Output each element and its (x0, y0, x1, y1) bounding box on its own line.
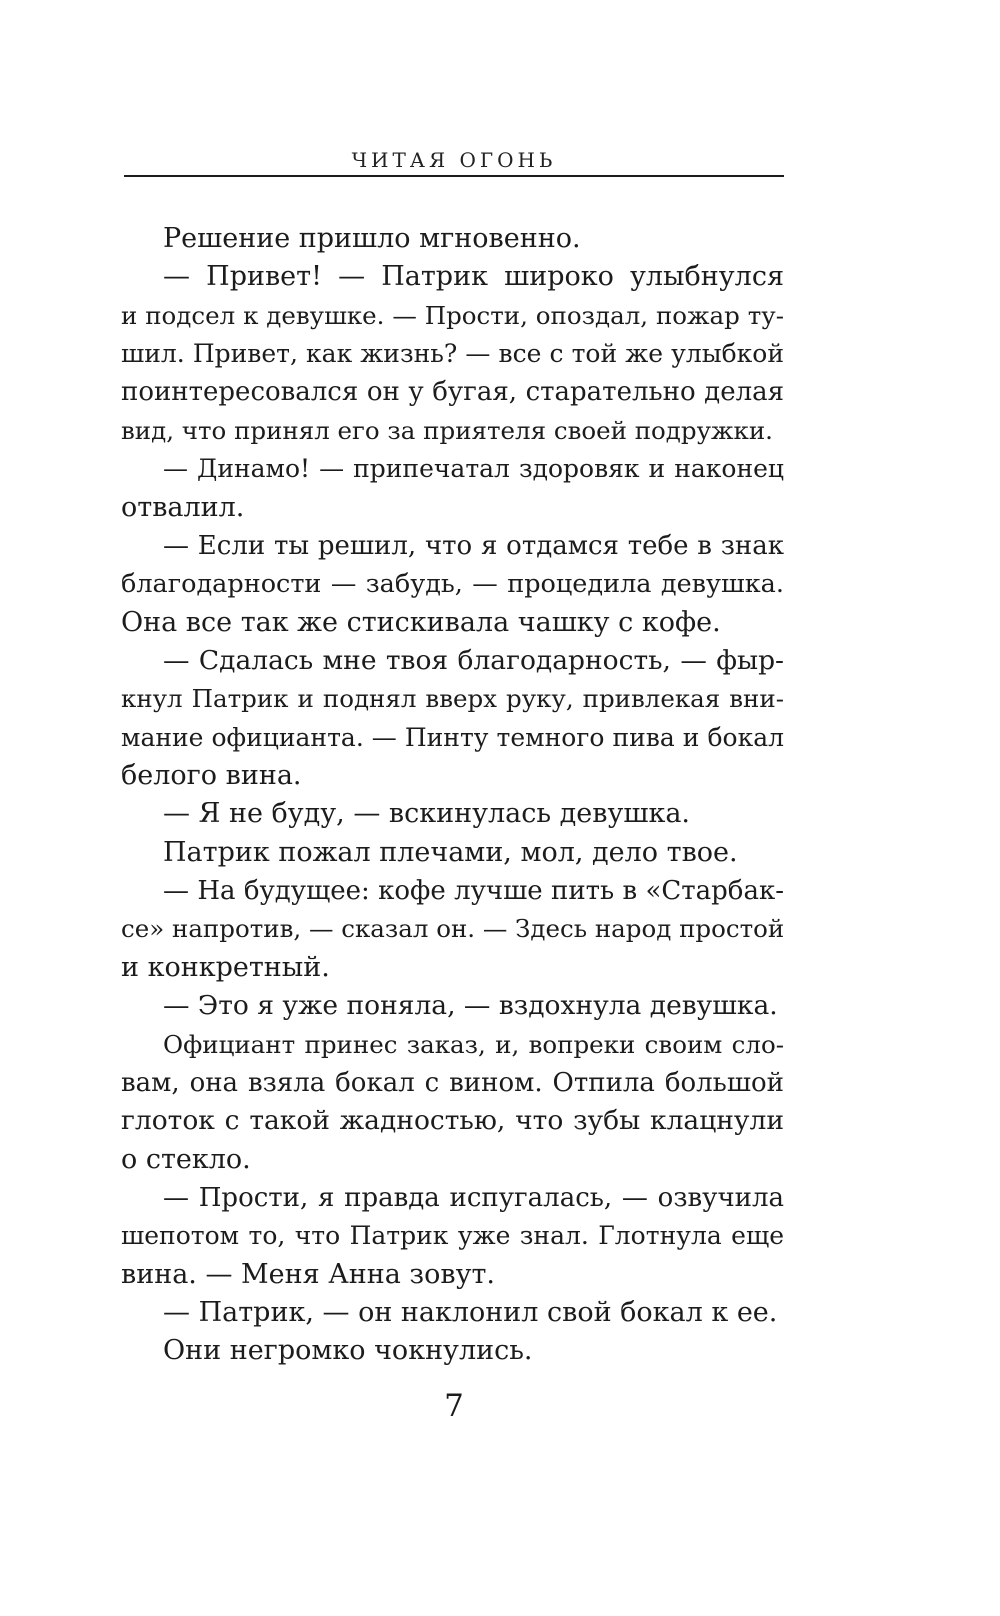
text-line: Они негромко чокнулись. (163, 1335, 533, 1367)
text-line: — Привет! — Патрик широко улыбнулся (163, 261, 784, 293)
text-line: Она все так же стискивала чашку с кофе. (121, 606, 721, 638)
text-line: глоток с такой жадностью, что зубы клацнули (121, 1105, 784, 1137)
body-text (121, 220, 784, 1371)
text-line: — Сдалась мне твоя благодарность, — фыр- (163, 644, 784, 676)
text-line: Официант принес заказ, и, вопреки своим сло- (163, 1029, 784, 1059)
text-line: шил. Привет, как жизнь? — все с той же улыбкой (121, 339, 784, 369)
text-line: поинтересовался он у бугая, старательно делая (121, 377, 784, 408)
text-line: шепотом то, что Патрик уже знал. Глотнула еще (121, 1221, 784, 1251)
text-line: — Если ты решил, что я отдамся тебе в знак (163, 530, 784, 561)
text-line: — Я не буду, — вскинулась девушка. (163, 798, 691, 830)
text-line: отвалил. (121, 491, 245, 523)
text-line: — Патрик, — он наклонил свой бокал к ее. (163, 1297, 778, 1329)
text-line: — На будущее: кофе лучше пить в «Старбак- (163, 876, 784, 907)
text-line: Патрик пожал плечами, мол, дело твое. (163, 836, 738, 868)
text-line: мание официанта. — Пинту темного пива и бокал (121, 722, 784, 752)
text-line: — Динамо! — припечатал здоровяк и наконец (163, 454, 784, 484)
text-line: о стекло. (121, 1143, 251, 1175)
text-line: вина. — Меня Анна зовут. (121, 1258, 495, 1290)
text-line: белого вина. (121, 760, 302, 792)
text-line: се» напротив, — сказал он. — Здесь народ простой (121, 914, 784, 944)
header-rule (124, 175, 784, 177)
running-head-title: ЧИТАЯ ОГОНЬ (351, 148, 557, 172)
text-line: кнул Патрик и поднял вверх руку, привлекая вни- (121, 684, 784, 714)
text-line: Решение пришло мгновенно. (163, 223, 581, 254)
text-line: благодарности — забудь, — процедила девушка. (121, 569, 784, 600)
text-line: и конкретный. (121, 951, 330, 983)
text-line: — Это я уже поняла, — вздохнула девушка. (163, 990, 778, 1022)
text-line: вам, она взяла бокал с вином. Отпила большой (121, 1067, 784, 1098)
text-line: и подсел к девушке. — Прости, опоздал, пожар ту- (121, 300, 784, 330)
page-number: 7 (444, 1388, 464, 1424)
text-line: — Прости, я правда испугалась, — озвучила (163, 1182, 784, 1213)
text-line: вид, что принял его за приятеля своей подружки. (121, 415, 773, 445)
